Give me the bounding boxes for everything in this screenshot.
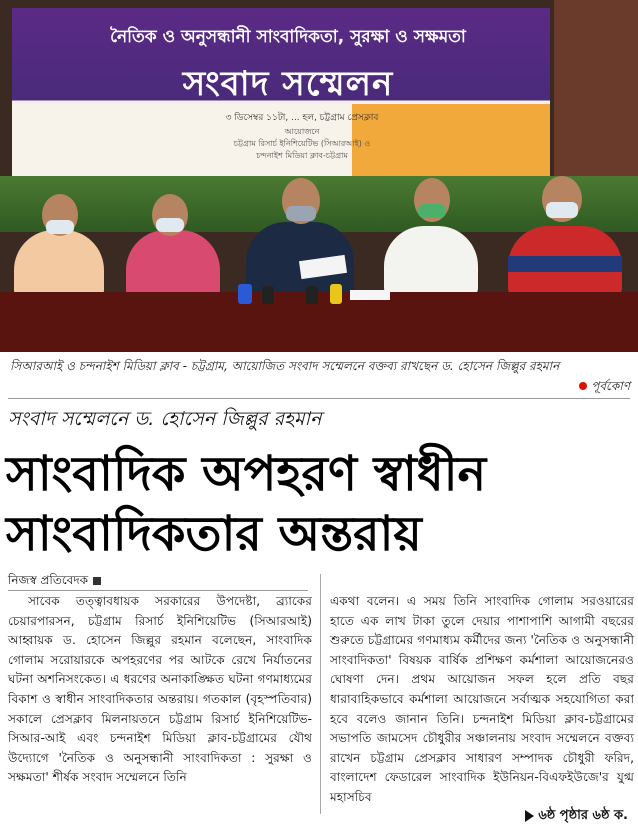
arrow-right-icon xyxy=(525,810,534,822)
event-banner xyxy=(12,8,550,176)
article-kicker: সংবাদ সম্মেলনে ড. হোসেন জিল্লুর রহমান xyxy=(8,408,322,430)
divider-byline xyxy=(8,590,308,591)
banner-date: ৩ ডিসেম্বর ১১টা, ... হল, চট্টগ্রাম প্রেসক্লাব xyxy=(225,113,379,123)
divider-top xyxy=(8,398,630,399)
article-column-right: একথা বলেন। এ সময় তিনি সাংবাদিক গোলাম সরওয়ারের হাতে এক লাখ টাকা তুলে দেয়ার পাশাপাশি আগামী বছরের শুরুতে চট্টগ্রামের গণমাধ্যম কর্মীদের জন্য 'নৈতিক ও অনুসন্ধানী সাংবাদিকতা' বিষয়ক বার্ষিক প্রশিক্ষণ কর্মশালা আয়োজনেরও ঘোষণা দেন। প্রথম আয়োজন সফল হলে প্রতি বছর ধারাবাহিকভাবে কর্মশালা আয়োজনে সর্বাত্মক সহযোগিতা করা হবে বলেও জানান তিনি। চন্দনাইশ মিডিয়া ক্লাব-চট্টগ্রামের সভাপতি জামসেদ চৌধুরীর সঞ্চালনায় সংবাদ সম্মেলনে বক্তব্য রাখেন চট্টগ্রাম প্রেসক্লাব সাধারণ সম্পাদক চৌধুরী ফরিদ, বাংলাদেশ ফেডারেল সাংবাদিক ইউনিয়ন-বিএফইউজে'র যুগ্ম মহাসচিব xyxy=(330,594,634,804)
person-1 xyxy=(14,230,104,300)
person-4 xyxy=(384,226,478,298)
credit-text: পূর্বকোণ xyxy=(591,379,630,393)
continued-text: ৬ষ্ঠ পৃষ্ঠার ৬ষ্ঠ ক. xyxy=(538,808,628,823)
person-1-mask xyxy=(46,220,74,234)
byline-text: নিজস্ব প্রতিবেদক xyxy=(8,573,89,587)
person-3-mask xyxy=(286,206,316,221)
person-5-stripe xyxy=(508,256,622,272)
wall-panel xyxy=(554,0,638,176)
person-4-mask xyxy=(418,204,446,218)
name-plate xyxy=(350,290,390,300)
person-5-mask xyxy=(546,202,578,218)
photo-caption: সিআরআই ও চন্দনাইশ মিডিয়া ক্লাব - চট্টগ্রাম, আয়োজিত সংবাদ সম্মেলনে বক্তব্য রাখছেন ড. হোসেন জিল্লুর রহমান xyxy=(10,359,560,373)
banner-title: সংবাদ সম্মেলন xyxy=(182,64,394,104)
banner-organizer: আয়োজনে চট্টগ্রাম রিসার্চ ইনিশিয়েটিভ (সিআরআই) ও চন্দনাইশ মিডিয়া ক্লাব-চট্টগ্রাম xyxy=(233,127,371,160)
person-2 xyxy=(126,230,220,300)
person-2-mask xyxy=(156,218,184,232)
conference-table xyxy=(0,292,638,352)
microphone-3 xyxy=(306,286,318,304)
article-column-left: সাবেক তত্ত্বাবধায়ক সরকারের উপদেষ্টা, ব্র্যাকের চেয়ারপারসন, চট্টগ্রাম রিসার্চ ইনিশিয়েটিভ (সিআরআই) আহ্বায়ক ড. হোসেন জিল্লুর রহমান বলেছেন, সাংবাদিক গোলাম সরোয়ারকে অপহরণের পর আটকে রেখে নির্যাতনের ঘটনা অশনিসংকেত। এ ধরণের অনাকাঙ্ক্ষিত ঘটনা গণমাধ্যমের বিকাশ ও স্বাধীন সাংবাদিকতার অন্তরায়। গতকাল (বৃহস্পতিবার) সকালে প্রেসক্লাব মিলনায়তনে চট্টগ্রাম রিসার্চ ইনিশিয়েটিভ-সিআর-আই এবং চন্দনাইশ মিডিয়া ক্লাব-চট্টগ্রামের যৌথ উদ্যোগে 'নৈতিক ও অনুসন্ধানী সাংবাদিকতা : সুরক্ষা ও সক্ষমতা' শীর্ষক সংবাদ সম্মেলনে তিনি xyxy=(8,594,312,785)
byline-square-icon xyxy=(93,577,101,585)
column-divider xyxy=(320,574,321,814)
credit-dot-icon xyxy=(579,382,587,390)
article-headline: সাংবাদিক অপহরণ স্বাধীন সাংবাদিকতার অন্তরায় xyxy=(6,446,487,562)
microphone-1 xyxy=(238,284,252,304)
microphone-2 xyxy=(262,286,274,304)
continued-on xyxy=(525,806,628,827)
article-byline xyxy=(8,572,101,592)
press-conference-photo xyxy=(0,0,638,352)
microphone-4 xyxy=(330,284,342,304)
photo-credit xyxy=(579,378,630,398)
banner-subtitle: নৈতিক ও অনুসন্ধানী সাংবাদিকতা, সুরক্ষা ও সক্ষমতা xyxy=(110,27,466,47)
